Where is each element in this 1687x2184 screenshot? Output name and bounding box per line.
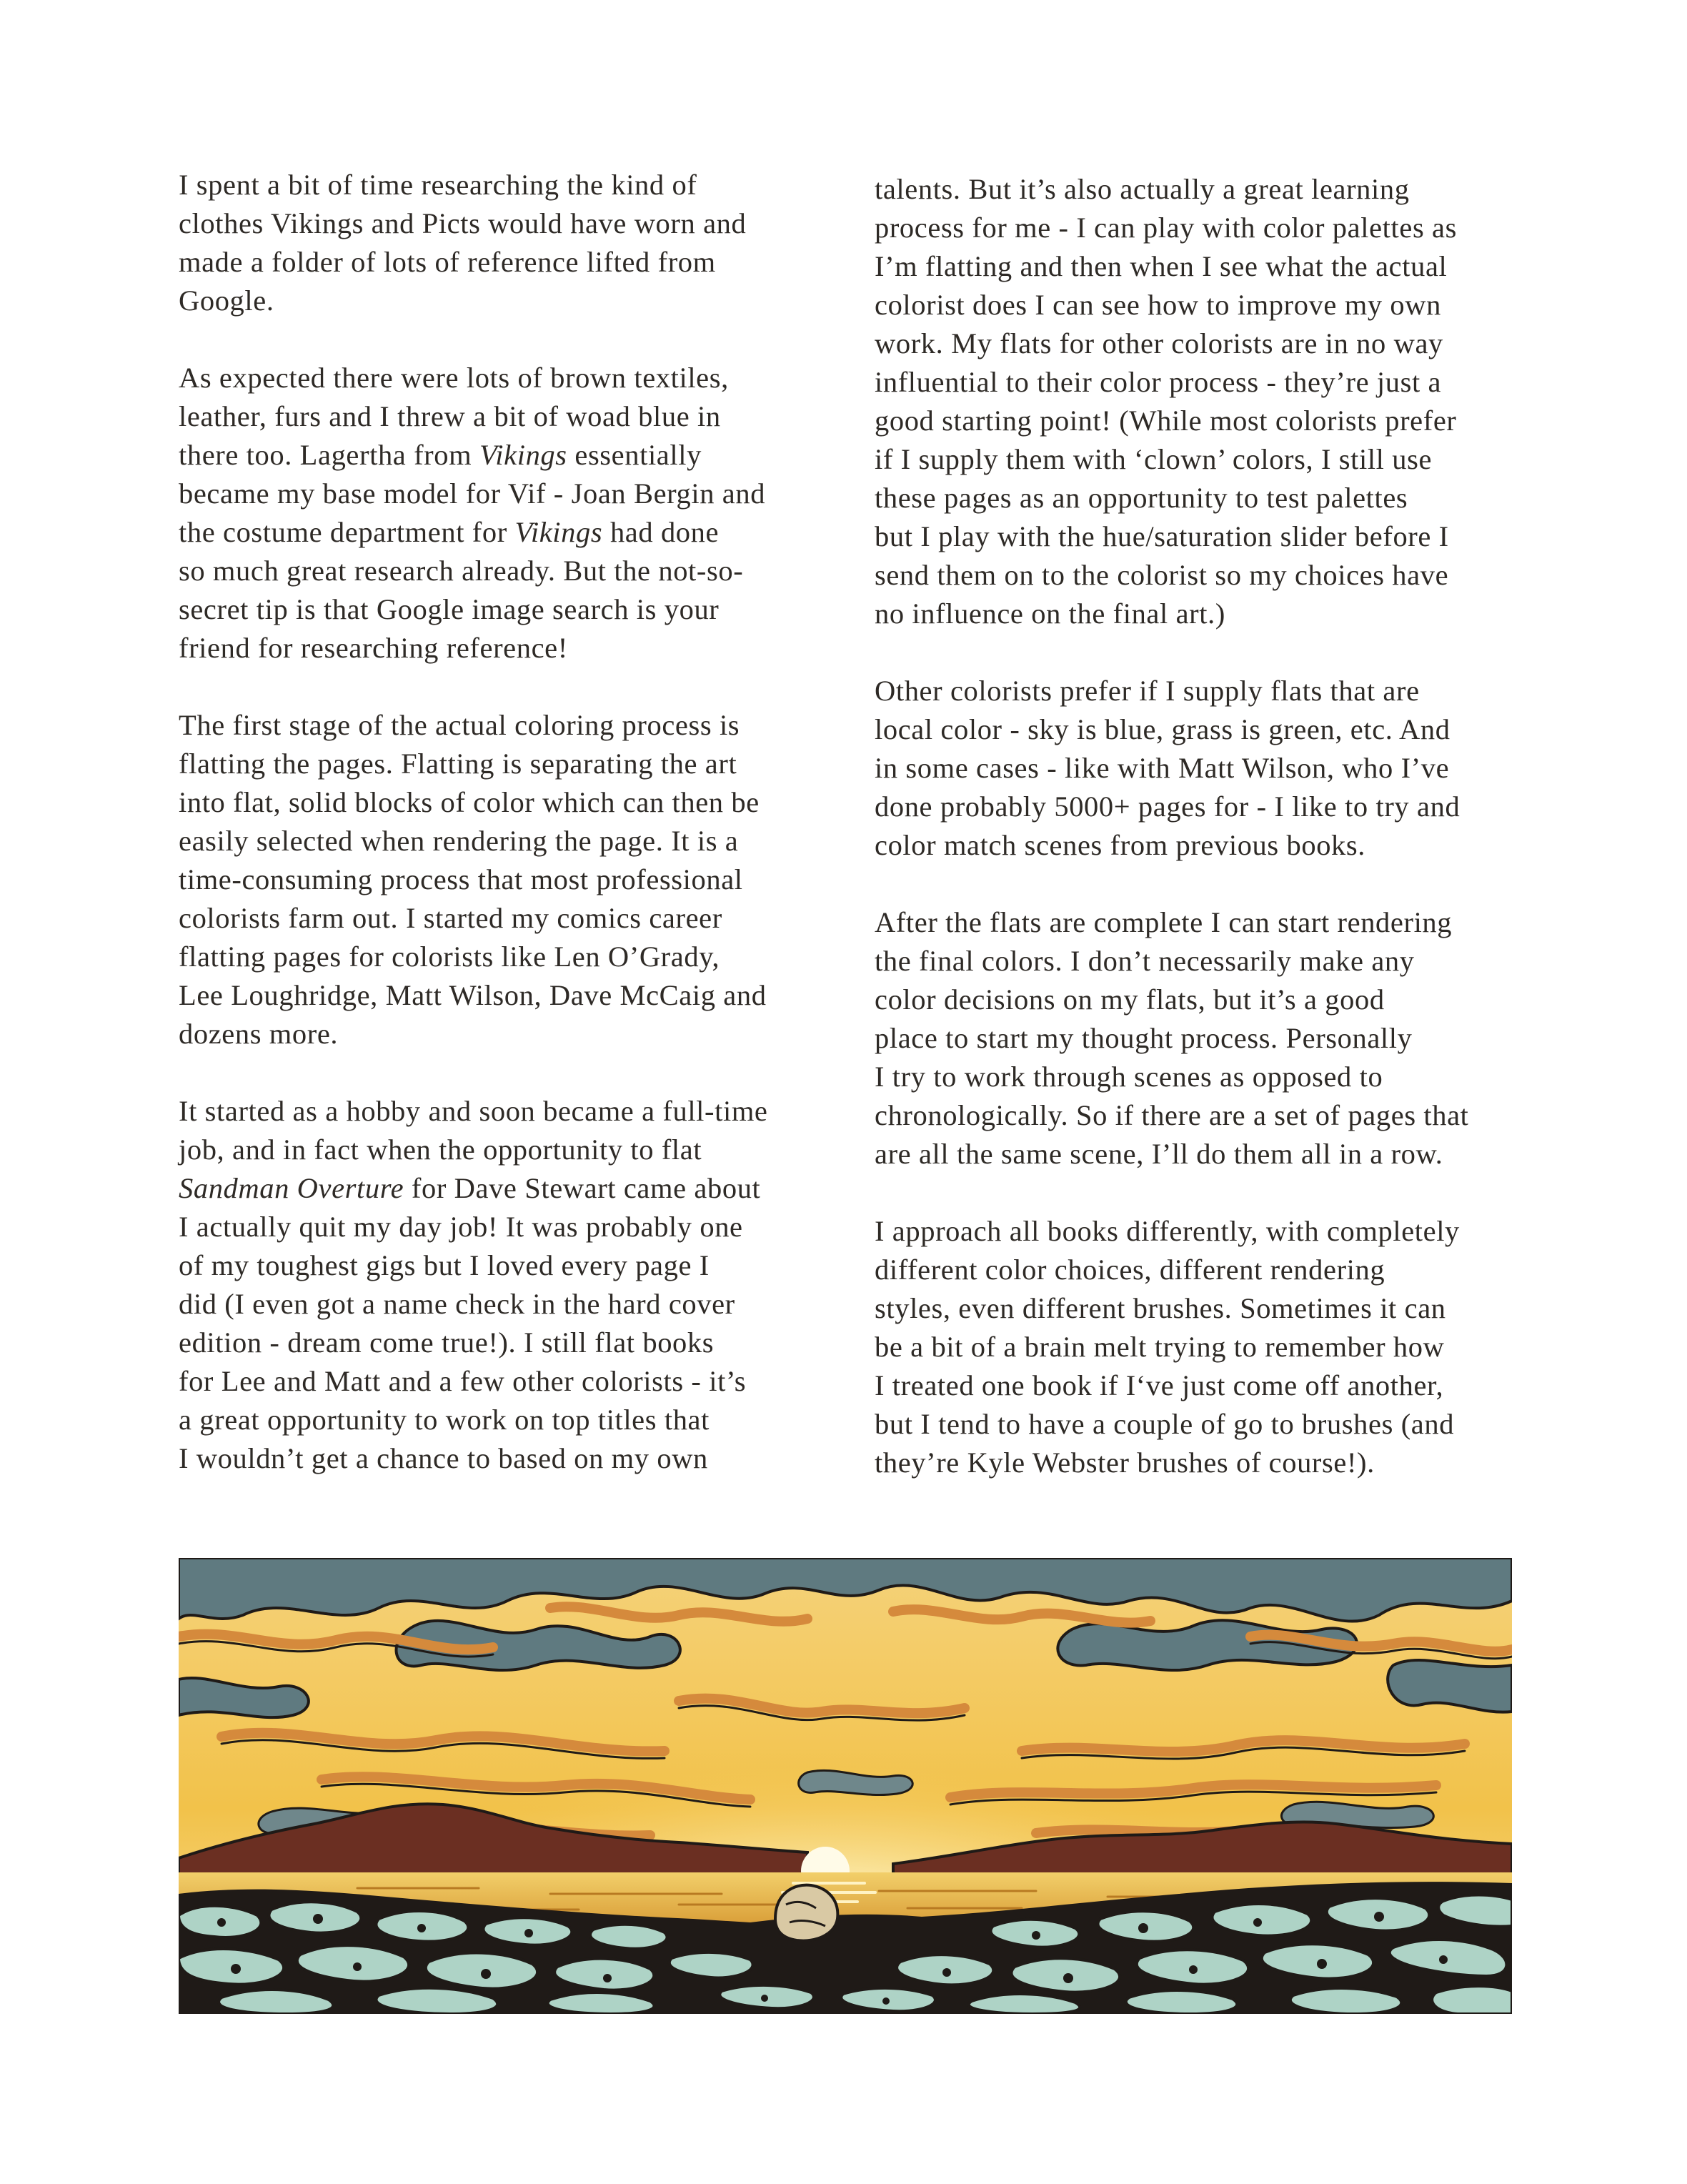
sunset-landscape-svg <box>179 1558 1512 2014</box>
line: did (I even got a name check in the hard cover <box>179 1288 735 1320</box>
line: had done <box>602 516 720 548</box>
line: I approach all books differently, with completely <box>875 1215 1460 1247</box>
line: work. My flats for other colorists are in no way <box>875 327 1443 359</box>
line: styles, even different brushes. Sometimes it can <box>875 1292 1446 1324</box>
line: done probably 5000+ pages for - I like to try and <box>875 790 1460 823</box>
sunset-landscape-illustration <box>179 1558 1512 2014</box>
line: they’re Kyle Webster brushes of course!). <box>875 1446 1375 1479</box>
line: clothes Vikings and Picts would have worn and <box>179 207 747 239</box>
line: It started as a hobby and soon became a full-time <box>179 1095 768 1127</box>
line: if I supply them with ‘clown’ colors, I still use <box>875 443 1433 475</box>
line: The first stage of the actual coloring process is <box>179 709 740 741</box>
line: Google. <box>179 284 274 317</box>
line: into flat, solid blocks of color which can then be <box>179 786 760 818</box>
line: the final colors. I don’t necessarily make any <box>875 945 1415 977</box>
title-sandman-overture: Sandman Overture <box>179 1172 404 1204</box>
line: for Lee and Matt and a few other colorists - it’s <box>179 1365 747 1397</box>
line: these pages as an opportunity to test palettes <box>875 482 1408 514</box>
line: time-consuming process that most professional <box>179 863 743 895</box>
line: friend for researching reference! <box>179 632 568 664</box>
line: so much great research already. But the not-so- <box>179 555 744 587</box>
line: for Dave Stewart came about <box>404 1172 761 1204</box>
line: I’m flatting and then when I see what the actual <box>875 250 1448 282</box>
line: flatting the pages. Flatting is separating the art <box>179 748 737 780</box>
paragraph-local-color <box>875 672 1518 865</box>
line: made a folder of lots of reference lifted from <box>179 246 716 278</box>
line: are all the same scene, I’ll do them all in a row. <box>875 1138 1443 1170</box>
line: in some cases - like with Matt Wilson, who I’ve <box>875 752 1450 784</box>
paragraph-research <box>179 166 822 320</box>
line: job, and in fact when the opportunity to flat <box>179 1133 702 1166</box>
right-column <box>875 170 1518 1482</box>
line: I actually quit my day job! It was probably one <box>179 1211 743 1243</box>
title-vikings: Vikings <box>479 439 567 471</box>
line: colorist does I can see how to improve my own <box>875 289 1441 321</box>
line: After the flats are complete I can start rendering <box>875 906 1453 938</box>
line: edition - dream come true!). I still flat books <box>179 1326 715 1359</box>
line: became my base model for Vif - Joan Bergin and <box>179 477 766 510</box>
line: flatting pages for colorists like Len O’Grady, <box>179 940 720 973</box>
line: good starting point! (While most colorists prefer <box>875 404 1457 437</box>
line: of my toughest gigs but I loved every page I <box>179 1249 710 1281</box>
line: talents. But it’s also actually a great learning <box>875 173 1410 205</box>
line: Other colorists prefer if I supply flats that are <box>875 675 1420 707</box>
line: but I play with the hue/saturation slider before I <box>875 520 1449 552</box>
line: but I tend to have a couple of go to brushes (and <box>875 1408 1455 1440</box>
line: leather, furs and I threw a bit of woad blue in <box>179 400 721 432</box>
line: a great opportunity to work on top titles that <box>179 1404 710 1436</box>
line: secret tip is that Google image search is your <box>179 593 720 625</box>
line: color match scenes from previous books. <box>875 829 1365 861</box>
line: dozens more. <box>179 1018 339 1050</box>
line: I spent a bit of time researching the kind of <box>179 169 697 201</box>
line: no influence on the final art.) <box>875 597 1225 630</box>
line: be a bit of a brain melt trying to remember how <box>875 1331 1445 1363</box>
paragraph-textiles <box>179 359 822 667</box>
line: different color choices, different rendering <box>875 1254 1385 1286</box>
line: I treated one book if I‘ve just come off another, <box>875 1369 1444 1401</box>
paragraph-approach <box>875 1212 1518 1482</box>
line: color decisions on my flats, but it’s a good <box>875 983 1385 1016</box>
line: process for me - I can play with color palettes as <box>875 212 1457 244</box>
paragraph-rendering <box>875 903 1518 1173</box>
line: Lee Loughridge, Matt Wilson, Dave McCaig and <box>179 979 767 1011</box>
line: send them on to the colorist so my choices have <box>875 559 1449 591</box>
line: local color - sky is blue, grass is green, etc. And <box>875 713 1450 745</box>
line: influential to their color process - they’re just a <box>875 366 1442 398</box>
line: I try to work through scenes as opposed to <box>875 1061 1383 1093</box>
line: the costume department for <box>179 516 515 548</box>
central-boulder <box>775 1885 837 1941</box>
line: colorists farm out. I started my comics career <box>179 902 722 934</box>
left-column <box>179 166 822 1478</box>
line: chronologically. So if there are a set of pages that <box>875 1099 1469 1131</box>
line: As expected there were lots of brown textiles, <box>179 362 729 394</box>
line: there too. Lagertha from <box>179 439 479 471</box>
line: place to start my thought process. Personally <box>875 1022 1413 1054</box>
title-vikings: Vikings <box>514 516 603 548</box>
paragraph-talents <box>875 170 1518 633</box>
paragraph-flatting <box>179 706 822 1053</box>
line: essentially <box>567 439 702 471</box>
line: I wouldn’t get a chance to based on my own <box>179 1442 708 1474</box>
line: easily selected when rendering the page. It is a <box>179 825 739 857</box>
paragraph-hobby <box>179 1092 822 1478</box>
